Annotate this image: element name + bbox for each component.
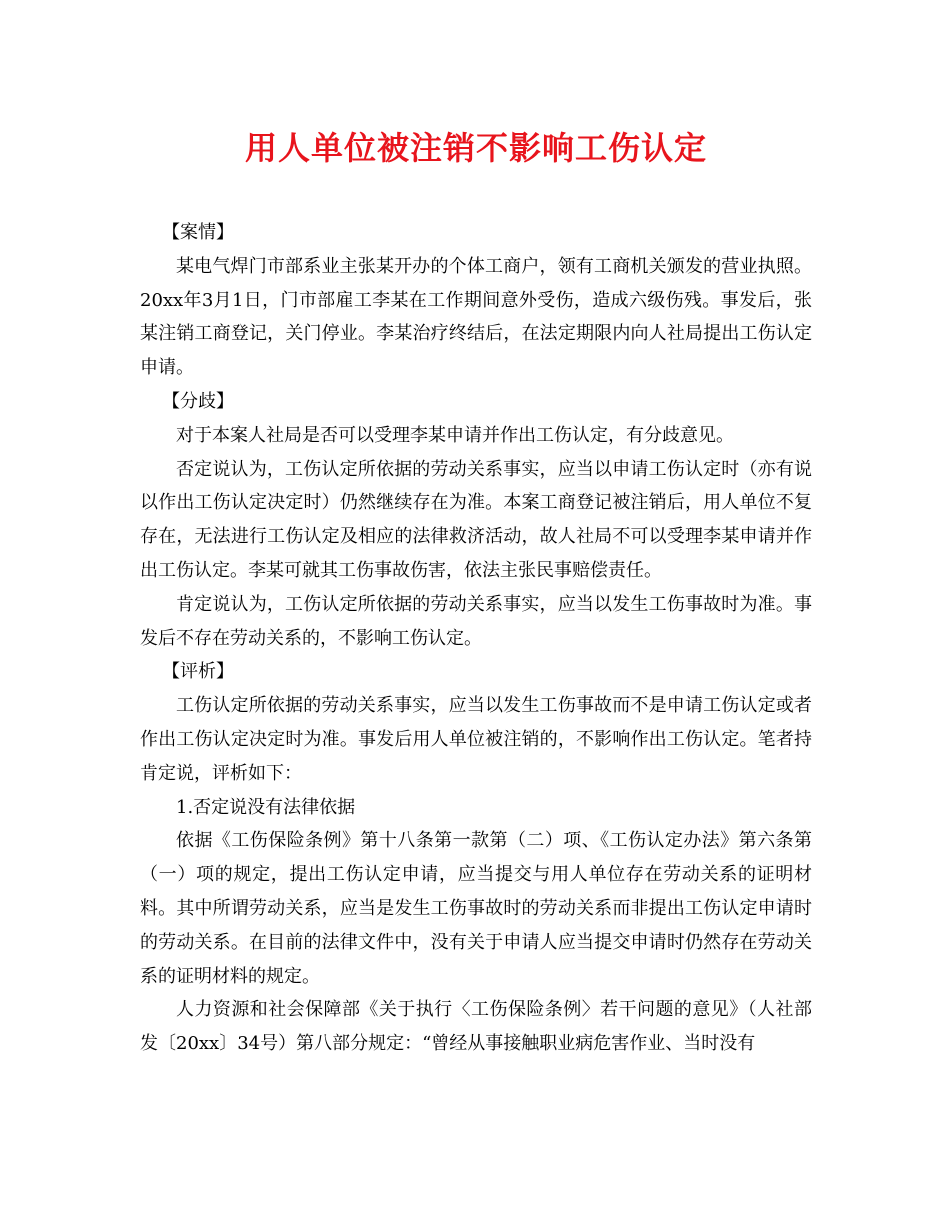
- paragraph-point-one: 1.否定说没有法律依据: [176, 796, 356, 818]
- document-title: 用人单位被注销不影响工伤认定: [244, 129, 707, 167]
- paragraph-negative-view: 否定说认为，工伤认定所依据的劳动关系事实，应当以申请工伤认定时（亦有说以作出工伤认定决定时）仍然继续存在为准。本案工商登记被注销后，用人单位不复存在，无法进行工伤认定及相应的法律救济活动，故人社局不可以受理李某申请并作出工伤认定。李某可就其工伤事故伤害，依法主张民事赔偿责任。: [140, 458, 812, 581]
- section-heading-case: 【案情】: [162, 222, 234, 243]
- document-page: [140, 118, 812, 1061]
- paragraph-case-facts: 某电气焊门市部系业主张某开办的个体工商户，领有工商机关颁发的营业执照。20xx年3月1日，门市部雇工李某在工作期间意外受伤，造成六级伤残。事发后，张某注销工商登记，关门停业。李某治疗终结后，在法定期限内向人社局提出工伤认定申请。: [140, 255, 812, 379]
- paragraph-positive-view: 肯定说认为，工伤认定所依据的劳动关系事实，应当以发生工伤事故时为准。事发后不存在劳动关系的，不影响工伤认定。: [140, 593, 812, 649]
- paragraph-analysis-intro: 工伤认定所依据的劳动关系事实，应当以发生工伤事故而不是申请工伤认定或者作出工伤认定决定时为准。事发后用人单位被注销的，不影响作出工伤认定。笔者持肯定说，评析如下：: [140, 695, 812, 784]
- paragraph-ministry-opinion: 人力资源和社会保障部《关于执行〈工伤保险条例〉若干问题的意见》（人社部发〔20xx〕34号）第八部分规定：“曾经从事接触职业病危害作业、当时没有: [140, 999, 812, 1055]
- document-body: [140, 216, 812, 1061]
- paragraph-legal-basis: 依据《工伤保险条例》第十八条第一款第（二）项、《工伤认定办法》第六条第（一）项的规定，提出工伤认定申请，应当提交与用人单位存在劳动关系的证明材料。其中所谓劳动关系，应当是发生工伤事故时的劳动关系而非提出工伤认定申请时的劳动关系。在目前的法律文件中，没有关于申请人应当提交申请时仍然存在劳动关系的证明材料的规定。: [140, 830, 812, 987]
- paragraph-dispute-intro: 对于本案人社局是否可以受理李某申请并作出工伤认定，有分歧意见。: [176, 424, 734, 446]
- section-heading-dispute: 【分歧】: [162, 390, 234, 412]
- section-heading-analysis: 【评析】: [162, 661, 234, 683]
